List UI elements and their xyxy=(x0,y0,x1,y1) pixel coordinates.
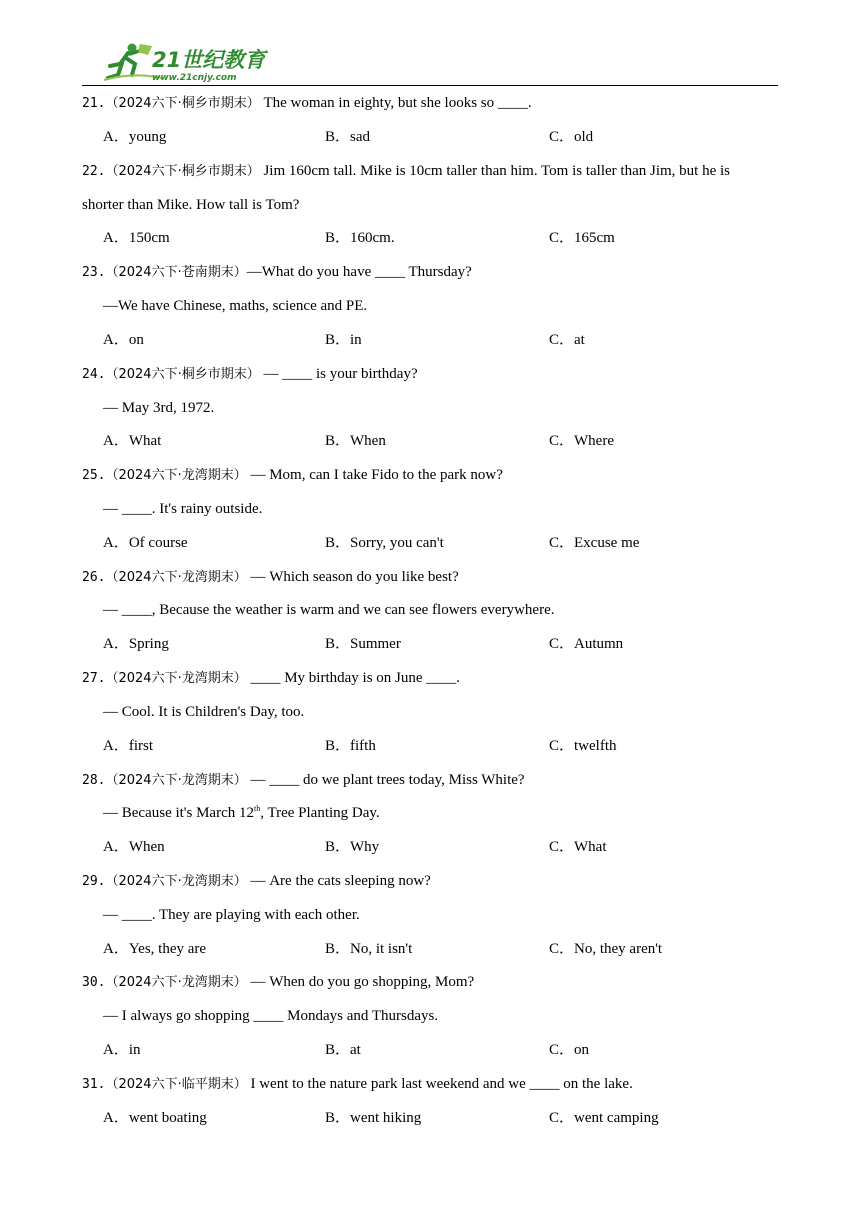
option-c: C．went camping xyxy=(549,1110,659,1126)
question-28 xyxy=(82,770,525,791)
question-source: （2024六下·龙湾期末） xyxy=(105,468,247,483)
option-c: C．What xyxy=(549,839,607,855)
ordinal-suffix: th xyxy=(254,804,261,813)
option-c: C．Where xyxy=(549,433,614,449)
option-a: A．young xyxy=(103,129,167,145)
question-27 xyxy=(82,668,460,689)
option-b: B．sad xyxy=(325,129,371,145)
option-c: C．No, they aren't xyxy=(549,941,663,957)
question-reply: — I always go shopping ____ Mondays and Thursdays. xyxy=(103,1008,439,1024)
question-source: （2024六下·桐乡市期末） xyxy=(105,96,260,111)
question-number: 25. xyxy=(82,468,106,483)
question-reply: —We have Chinese, maths, science and PE. xyxy=(103,298,368,314)
option-b: B．Sorry, you can't xyxy=(325,535,444,551)
question-reply xyxy=(103,803,380,823)
option-c: C．on xyxy=(549,1042,590,1058)
option-a: A．Yes, they are xyxy=(103,941,207,957)
question-text-continued: shorter than Mike. How tall is Tom? xyxy=(82,197,300,213)
question-29 xyxy=(82,871,431,892)
question-30 xyxy=(82,972,474,993)
question-number: 22. xyxy=(82,164,106,179)
question-23 xyxy=(82,262,472,283)
option-b: B．Summer xyxy=(325,636,401,652)
option-a: A．on xyxy=(103,332,144,348)
question-text: — ____ do we plant trees today, Miss White? xyxy=(250,772,525,788)
question-text: — Which season do you like best? xyxy=(250,569,459,585)
question-number: 31. xyxy=(82,1077,106,1092)
option-a: A．What xyxy=(103,433,162,449)
question-source: （2024六下·桐乡市期末） xyxy=(105,164,260,179)
question-text: I went to the nature park last weekend and we ____ on the lake. xyxy=(250,1076,633,1092)
question-text: The woman in eighty, but she looks so ____. xyxy=(263,95,532,111)
logo-text: 21世纪教育 xyxy=(152,48,266,72)
question-text: —What do you have ____ Thursday? xyxy=(246,264,472,280)
option-c: C．Excuse me xyxy=(549,535,640,551)
question-number: 21. xyxy=(82,96,106,111)
question-31 xyxy=(82,1074,633,1095)
option-c: C．old xyxy=(549,129,594,145)
question-reply: — ____. It's rainy outside. xyxy=(103,501,263,517)
option-b: B．fifth xyxy=(325,738,376,754)
option-b: B．went hiking xyxy=(325,1110,422,1126)
header-divider xyxy=(82,85,778,86)
question-21 xyxy=(82,93,532,114)
question-source: （2024六下·龙湾期末） xyxy=(105,773,247,788)
question-number: 28. xyxy=(82,773,106,788)
question-number: 29. xyxy=(82,874,106,889)
question-text: Jim 160cm tall. Mike is 10cm taller than him. Tom is taller than Jim, but he is xyxy=(263,163,730,179)
question-text: — ____ is your birthday? xyxy=(263,366,418,382)
question-25 xyxy=(82,465,503,486)
question-source: （2024六下·苍南期末） xyxy=(105,265,247,280)
reply-text-end: , Tree Planting Day. xyxy=(260,805,380,821)
question-text: ____ My birthday is on June ____. xyxy=(250,670,461,686)
option-a: A．When xyxy=(103,839,165,855)
reply-text: — Because it's March 12 xyxy=(103,805,254,821)
option-a: A．in xyxy=(103,1042,141,1058)
question-text: — When do you go shopping, Mom? xyxy=(250,974,475,990)
question-source: （2024六下·临平期末） xyxy=(105,1077,247,1092)
option-c: C．165cm xyxy=(549,230,615,246)
logo xyxy=(102,42,272,84)
option-b: B．When xyxy=(325,433,386,449)
question-number: 26. xyxy=(82,570,106,585)
question-source: （2024六下·龙湾期末） xyxy=(105,874,247,889)
question-reply: — ____, Because the weather is warm and we can see flowers everywhere. xyxy=(103,602,555,618)
question-24 xyxy=(82,364,418,385)
question-number: 23. xyxy=(82,265,106,280)
question-source: （2024六下·龙湾期末） xyxy=(105,570,247,585)
question-source: （2024六下·龙湾期末） xyxy=(105,671,247,686)
option-b: B．in xyxy=(325,332,362,348)
option-a: A．first xyxy=(103,738,153,754)
option-a: A．went boating xyxy=(103,1110,207,1126)
question-number: 24. xyxy=(82,367,106,382)
logo-subtext: www.21cnjy.com xyxy=(152,73,237,83)
question-26 xyxy=(82,567,459,588)
question-number: 27. xyxy=(82,671,106,686)
option-a: A．Of course xyxy=(103,535,188,551)
option-c: C．at xyxy=(549,332,585,348)
option-b: B．No, it isn't xyxy=(325,941,413,957)
question-source: （2024六下·龙湾期末） xyxy=(105,975,247,990)
question-source: （2024六下·桐乡市期末） xyxy=(105,367,260,382)
option-b: B．at xyxy=(325,1042,361,1058)
question-text: — Are the cats sleeping now? xyxy=(250,873,431,889)
option-a: A．Spring xyxy=(103,636,169,652)
option-b: B．160cm. xyxy=(325,230,395,246)
option-a: A．150cm xyxy=(103,230,170,246)
question-number: 30. xyxy=(82,975,106,990)
option-c: C．twelfth xyxy=(549,738,617,754)
question-reply: — ____. They are playing with each other. xyxy=(103,907,360,923)
option-b: B．Why xyxy=(325,839,380,855)
question-22 xyxy=(82,161,730,182)
page-header xyxy=(82,40,778,86)
question-reply: — May 3rd, 1972. xyxy=(103,400,215,416)
option-c: C．Autumn xyxy=(549,636,624,652)
question-text: — Mom, can I take Fido to the park now? xyxy=(250,467,503,483)
question-reply: — Cool. It is Children's Day, too. xyxy=(103,704,305,720)
